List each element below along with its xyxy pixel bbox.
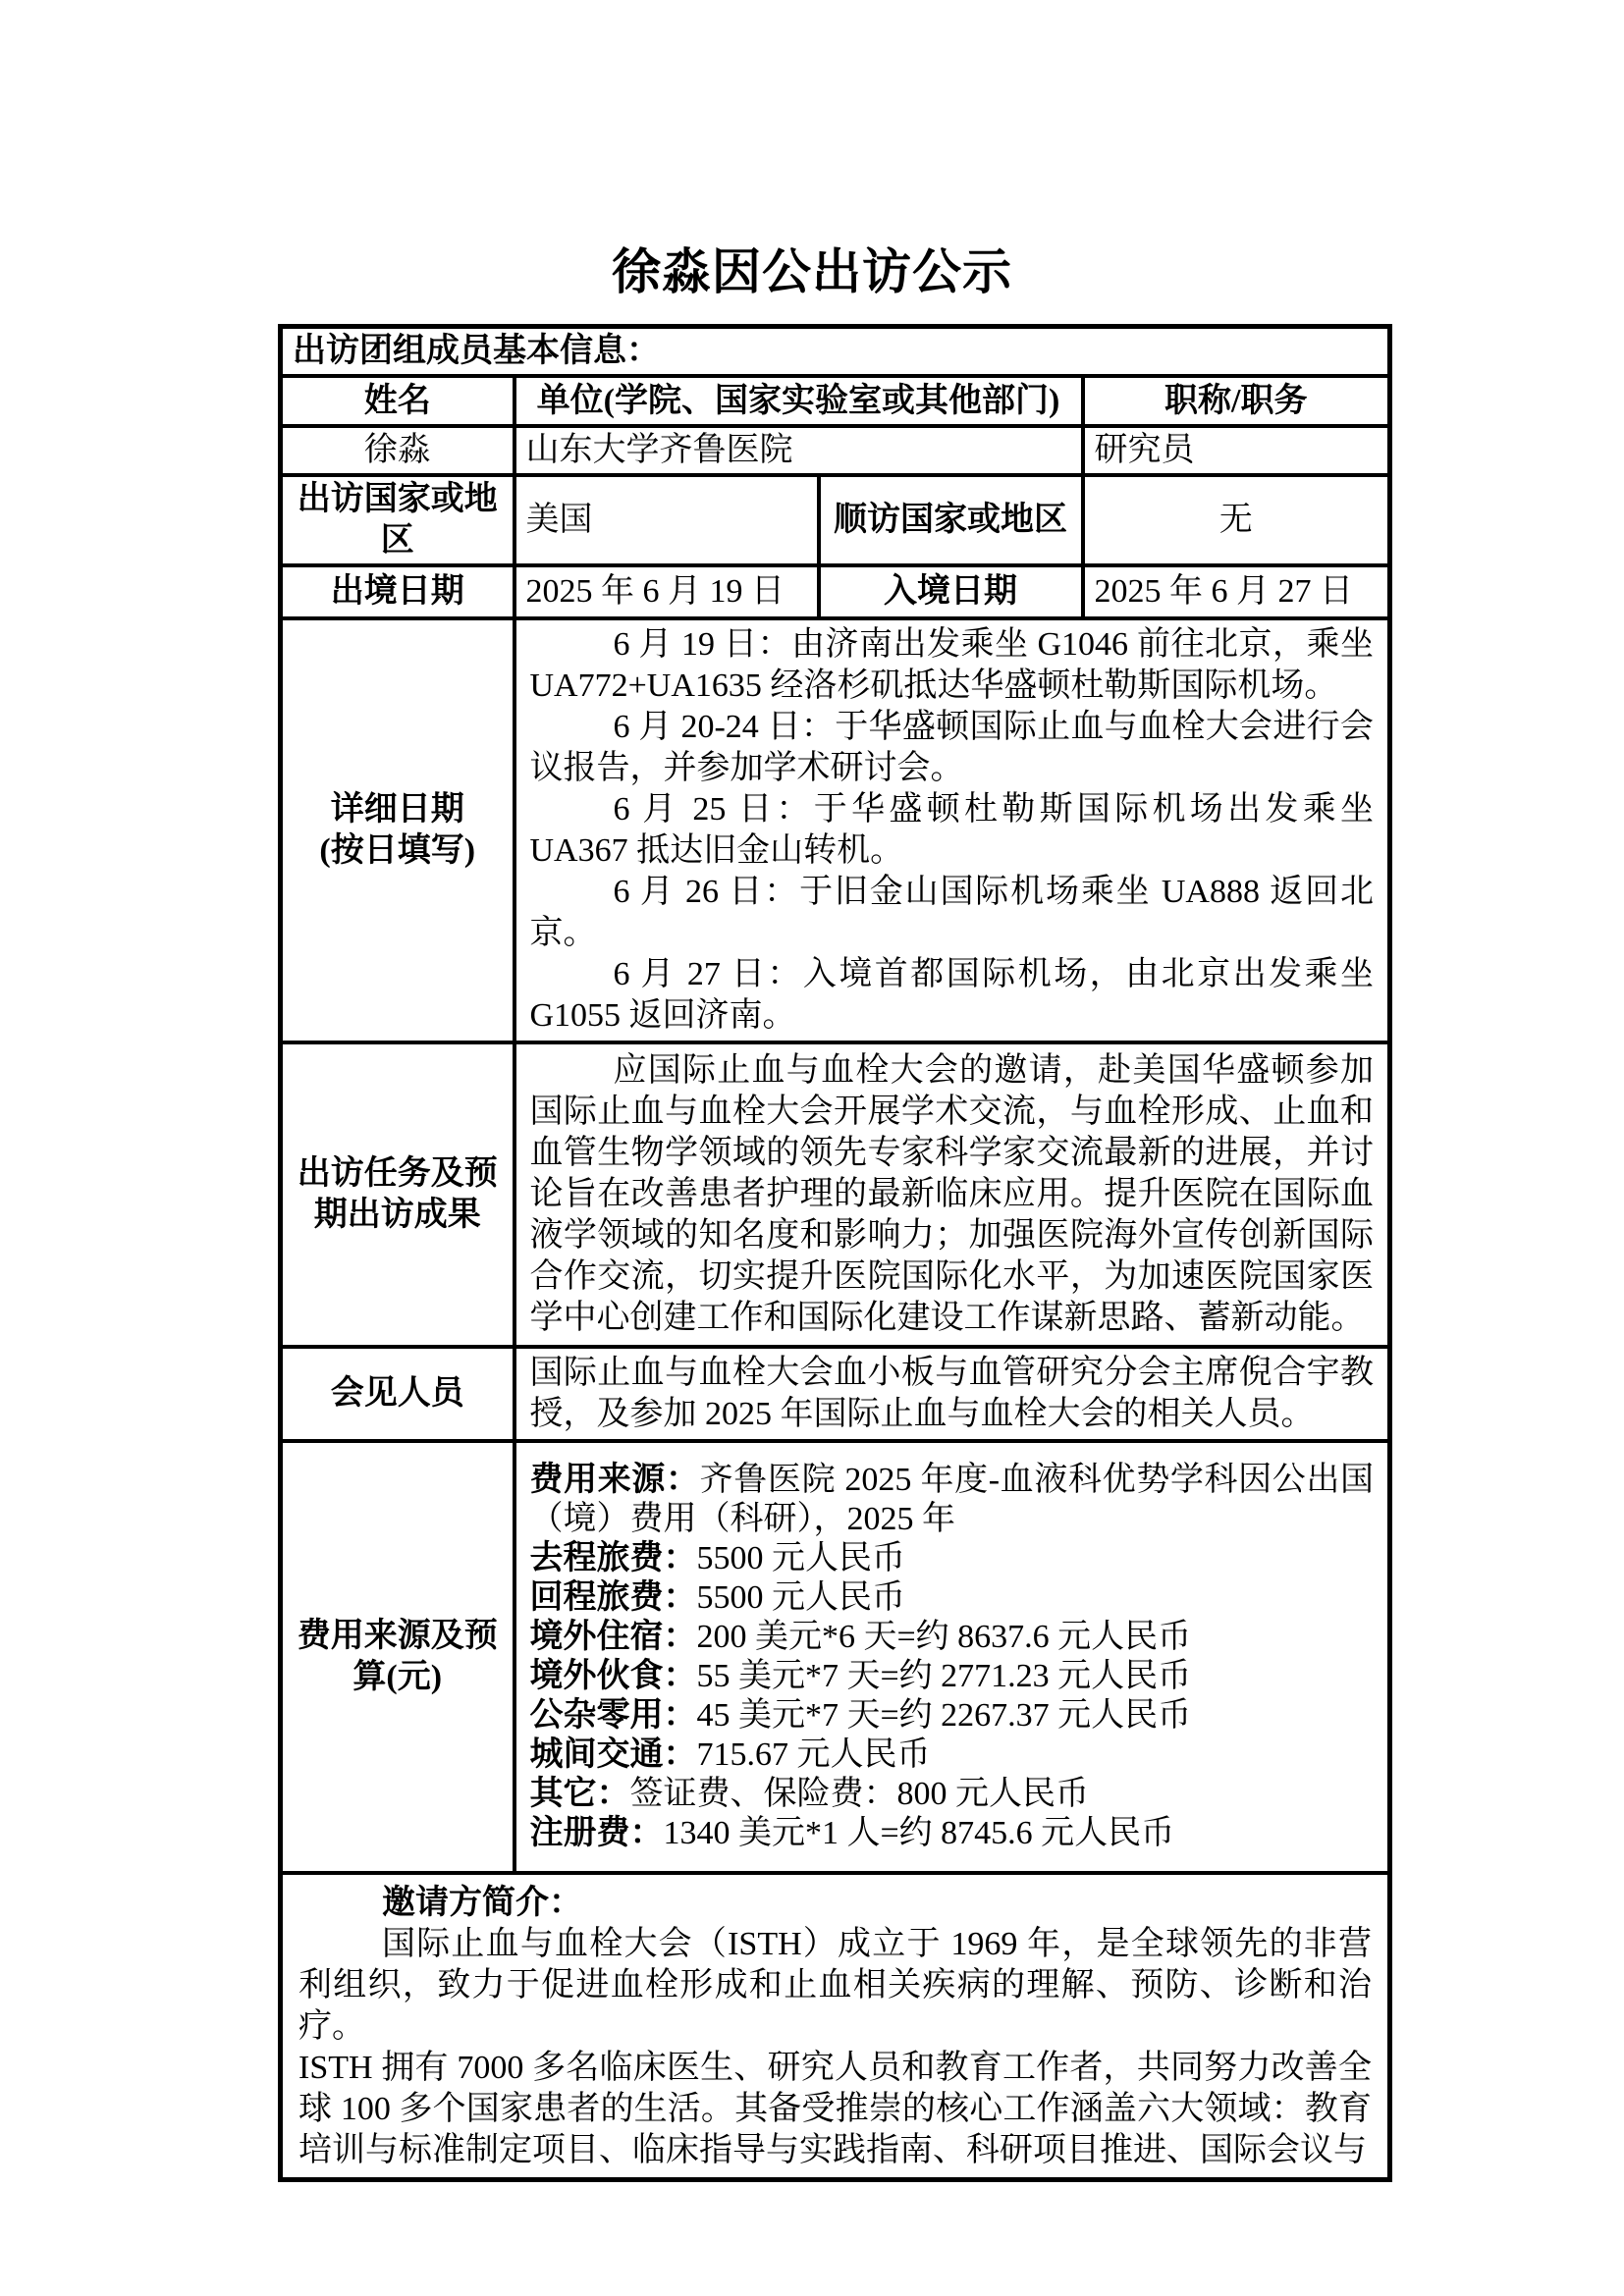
itinerary-label-line1: 详细日期	[330, 791, 464, 828]
row-countries	[281, 475, 1390, 565]
visit-country-label-line2: 区	[380, 522, 414, 559]
row-dates	[281, 565, 1390, 618]
budget-item	[530, 1539, 1375, 1578]
budget-item-value: 45 美元*7 天=约 2267.37 元人民币	[696, 1697, 1192, 1734]
row-mission	[281, 1042, 1390, 1347]
budget-item-label: 境外住宿：	[529, 1619, 697, 1655]
budget-item-label: 城间交通：	[529, 1736, 697, 1773]
budget-item-value: 5500 元人民币	[696, 1540, 905, 1576]
transit-country-label: 顺访国家或地区	[819, 475, 1083, 565]
member-title: 研究员	[1083, 426, 1390, 475]
section-header-basic-info: 出访团组成员基本信息：	[281, 327, 1390, 377]
meeting-text	[514, 1347, 1390, 1441]
member-name: 徐淼	[281, 426, 514, 475]
visit-country-label-line1: 出访国家或地	[297, 481, 498, 517]
itinerary-paragraph: 6 月 26 日：于旧金山国际机场乘坐 UA888 返回北京。	[529, 874, 1374, 951]
title-label: 职称/职务	[1083, 376, 1390, 426]
visit-country-value: 美国	[514, 475, 819, 565]
itinerary-paragraph: 6 月 19 日：由济南出发乘坐 G1046 前往北京，乘坐 UA772+UA1635 经洛杉矶抵达华盛顿杜勒斯国际机场。	[529, 626, 1374, 704]
entry-date-label: 入境日期	[819, 565, 1083, 618]
inviter-paragraph-1: 国际止血与血栓大会（ISTH）成立于 1969 年，是全球领先的非营利组织，致力于促进血栓形成和止血相关疾病的理解、预防、诊断和治疗。	[298, 1926, 1372, 2045]
itinerary-paragraph: 6 月 27 日：入境首都国际机场，由北京出发乘坐 G1055 返回济南。	[529, 956, 1374, 1034]
budget-item-value: 1340 美元*1 人=约 8745.6 元人民币	[663, 1815, 1175, 1851]
budget-item-value: 签证费、保险费：800 元人民币	[629, 1776, 1089, 1812]
budget-item	[530, 1578, 1375, 1618]
budget-item-label: 回程旅费：	[529, 1579, 697, 1616]
budget-label-line2: 算(元)	[352, 1659, 443, 1695]
budget-item-value: 715.67 元人民币	[696, 1736, 931, 1773]
exit-date-label: 出境日期	[281, 565, 514, 618]
row-inviter	[281, 1873, 1390, 2180]
unit-label: 单位(学院、国家实验室或其他部门)	[514, 376, 1083, 426]
itinerary-paragraph: 6 月 25 日：于华盛顿杜勒斯国际机场出发乘坐 UA367 抵达旧金山转机。	[529, 791, 1374, 869]
budget-item	[530, 1696, 1375, 1735]
row-meeting	[281, 1347, 1390, 1441]
visit-notice-table	[278, 324, 1392, 2182]
visit-country-label	[281, 475, 514, 565]
row-member-values	[281, 426, 1390, 475]
transit-country-value: 无	[1083, 475, 1390, 565]
budget-item-label: 公杂零用：	[529, 1697, 697, 1734]
meeting-paragraph: 国际止血与血栓大会血小板与血管研究分会主席倪合宇教授，及参加 2025 年国际止血与血栓大会的相关人员。	[529, 1355, 1374, 1432]
meeting-label: 会见人员	[281, 1347, 514, 1441]
name-label: 姓名	[281, 376, 514, 426]
itinerary-label	[281, 618, 514, 1042]
budget-item	[530, 1618, 1375, 1657]
budget-item-label: 境外伙食：	[529, 1658, 697, 1694]
budget-item-value: 齐鲁医院 2025 年度-血液科优势学科因公出国（境）费用（科研），2025 年	[529, 1462, 1375, 1537]
budget-item	[530, 1657, 1375, 1696]
budget-item	[530, 1461, 1375, 1539]
mission-label	[281, 1042, 514, 1347]
inviter-paragraph-2: ISTH 拥有 7000 多名临床医生、研究人员和教育工作者，共同努力改善全球 100 多个国家患者的生活。其备受推崇的核心工作涵盖六大领域：教育培训与标准制定项目、临床指导与实践指南、科研项目推进、国际会议与	[298, 2050, 1372, 2168]
mission-text	[514, 1042, 1390, 1347]
mission-paragraph: 应国际止血与血栓大会的邀请，赴美国华盛顿参加国际止血与血栓大会开展学术交流，与血栓形成、止血和血管生物学领域的领先专家科学家交流最新的进展，并讨论旨在改善患者护理的最新临床应用。提升医院在国际血液学领域的知名度和影响力；加强医院海外宣传创新国际合作交流，切实提升医院国际化水平，为加速医院国家医学中心创建工作和国际化建设工作谋新思路、蓄新动能。	[529, 1052, 1374, 1336]
budget-label	[281, 1441, 514, 1873]
budget-item-label: 注册费：	[529, 1815, 664, 1851]
row-section-header	[281, 327, 1390, 377]
mission-label-line2: 期出访成果	[313, 1197, 481, 1233]
page-title: 徐淼因公出访公示	[612, 244, 1012, 299]
exit-date-value: 2025 年 6 月 19 日	[514, 565, 819, 618]
budget-item	[530, 1814, 1375, 1853]
itinerary-paragraph: 6 月 20-24 日：于华盛顿国际止血与血栓大会进行会议报告，并参加学术研讨会。	[529, 709, 1374, 786]
mission-label-line1: 出访任务及预	[297, 1155, 498, 1192]
budget-item-label: 其它：	[529, 1776, 630, 1812]
itinerary-text	[514, 618, 1390, 1042]
itinerary-label-line2: (按日填写)	[319, 832, 476, 869]
inviter-section	[281, 1873, 1390, 2180]
member-unit: 山东大学齐鲁医院	[514, 426, 1083, 475]
budget-list	[514, 1441, 1390, 1873]
budget-item-value: 5500 元人民币	[696, 1579, 905, 1616]
budget-item	[530, 1735, 1375, 1775]
entry-date-value: 2025 年 6 月 27 日	[1083, 565, 1390, 618]
budget-item-label: 费用来源：	[529, 1462, 700, 1498]
budget-item	[530, 1775, 1375, 1814]
budget-item-value: 200 美元*6 天=约 8637.6 元人民币	[696, 1619, 1192, 1655]
row-member-headers	[281, 376, 1390, 426]
inviter-label: 邀请方简介：	[382, 1885, 582, 1921]
row-budget	[281, 1441, 1390, 1873]
budget-item-label: 去程旅费：	[529, 1540, 697, 1576]
row-itinerary	[281, 618, 1390, 1042]
budget-label-line1: 费用来源及预	[297, 1618, 498, 1654]
budget-item-value: 55 美元*7 天=约 2771.23 元人民币	[696, 1658, 1192, 1694]
